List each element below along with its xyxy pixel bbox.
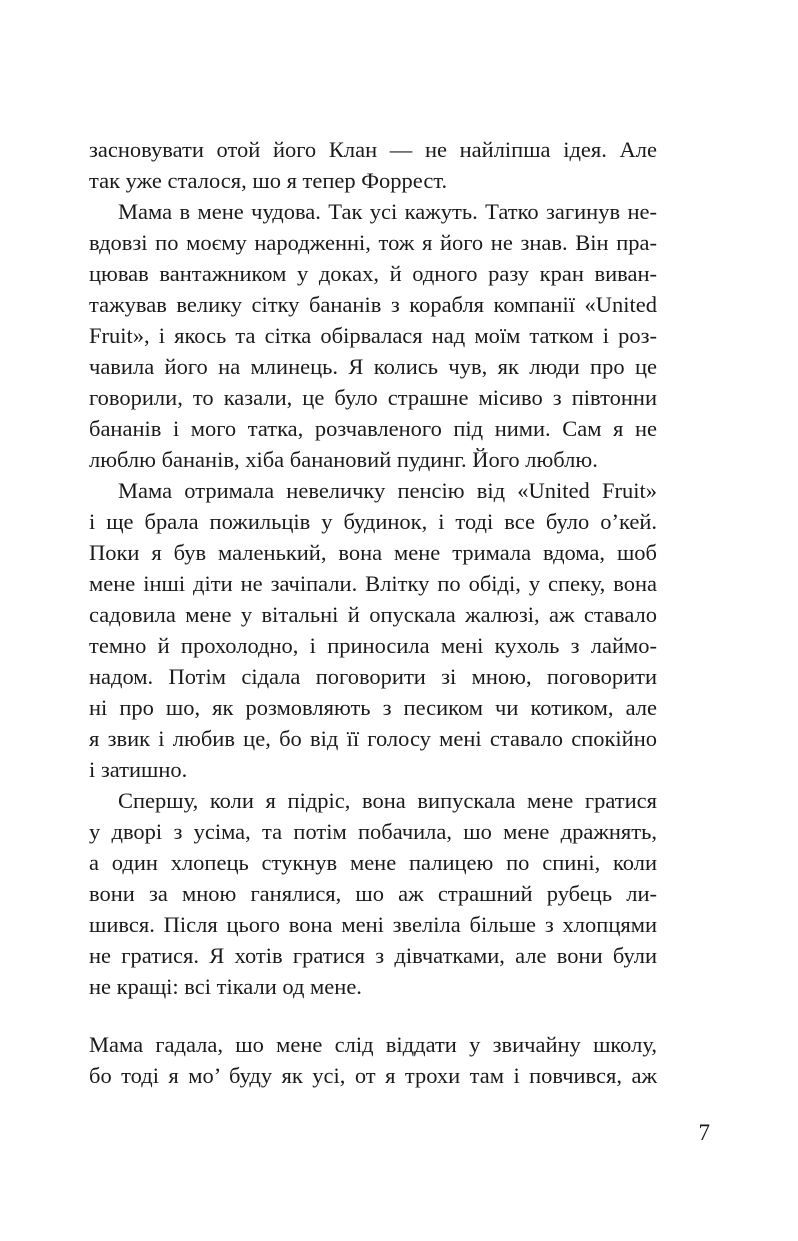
text-line: а один хлопець стукнув мене палицею по спині, коли — [89, 850, 657, 875]
text-line: тажував велику сітку бананів з корабля компанії «United — [89, 292, 657, 317]
text-line: бо тоді я мо’ буду як усі, от я трохи там і повчився, аж — [89, 1063, 657, 1088]
text-line: так уже сталося, шо я тепер Форрест. — [89, 168, 448, 193]
paragraph-first-line: Мама в мене чудова. Так усі кажуть. Татко загинув не- — [118, 199, 657, 224]
text-line: Поки я був маленький, вона мене тримала вдома, шоб — [89, 540, 657, 565]
text-line: вони за мною ганялися, шо аж страшний рубець ли- — [89, 881, 657, 906]
text-line: Fruit», і якось та сітка обірвалася над моїм татком і роз- — [89, 323, 657, 348]
text-line: ні про шо, як розмовляють з песиком чи котиком, але — [89, 695, 657, 720]
text-line: не гратися. Я хотів гратися з дівчатками, але вони були — [89, 943, 657, 968]
text-line: у дворі з усіма, та потім побачила, шо мене дражнять, — [89, 819, 657, 844]
text-line: надом. Потім сідала поговорити зі мною, поговорити — [89, 664, 657, 689]
text-line: садовила мене у вітальні й опускала жалюзі, аж ставало — [89, 602, 657, 627]
section-first-line: Мама гадала, шо мене слід віддати у звичайну школу, — [89, 1032, 657, 1057]
text-line: шився. Після цього вона мені звеліла більше з хлопцями — [89, 912, 657, 937]
text-line: темно й прохолодно, і приносила мені кухоль з лаймо- — [89, 633, 657, 658]
text-line: люблю бананів, хіба банановий пудинг. Його люблю. — [89, 447, 598, 472]
text-line: чавила його на млинець. Я колись чув, як люди про це — [89, 354, 657, 379]
page-number: 7 — [698, 1120, 710, 1145]
paragraph-first-line: Мама отримала невеличку пенсію від «United Fruit» — [118, 478, 657, 503]
text-line: і ще брала пожильців у будинок, і тоді все було о’кей. — [89, 509, 657, 534]
text-line: вдовзі по моєму народженні, тож я його не знав. Він пра- — [89, 230, 657, 255]
text-line: і затишно. — [89, 757, 188, 782]
text-line: не кращі: всі тікали од мене. — [89, 974, 362, 999]
text-line: цював вантажником у доках, й одного разу кран виван- — [89, 261, 657, 286]
text-line: засновувати отой його Клан — не найліпша ідея. Але — [89, 137, 657, 162]
text-line: мене інші діти не зачіпали. Влітку по обіді, у спеку, вона — [89, 571, 657, 596]
paragraph-first-line: Спершу, коли я підріс, вона випускала мене гратися — [118, 788, 657, 813]
text-line: бананів і мого татка, розчавленого під ними. Сам я не — [89, 416, 657, 441]
text-line: говорили, то казали, це було страшне місиво з півтонни — [89, 385, 657, 410]
text-line: я звик і любив це, бо від її голосу мені ставало спокійно — [89, 726, 657, 751]
